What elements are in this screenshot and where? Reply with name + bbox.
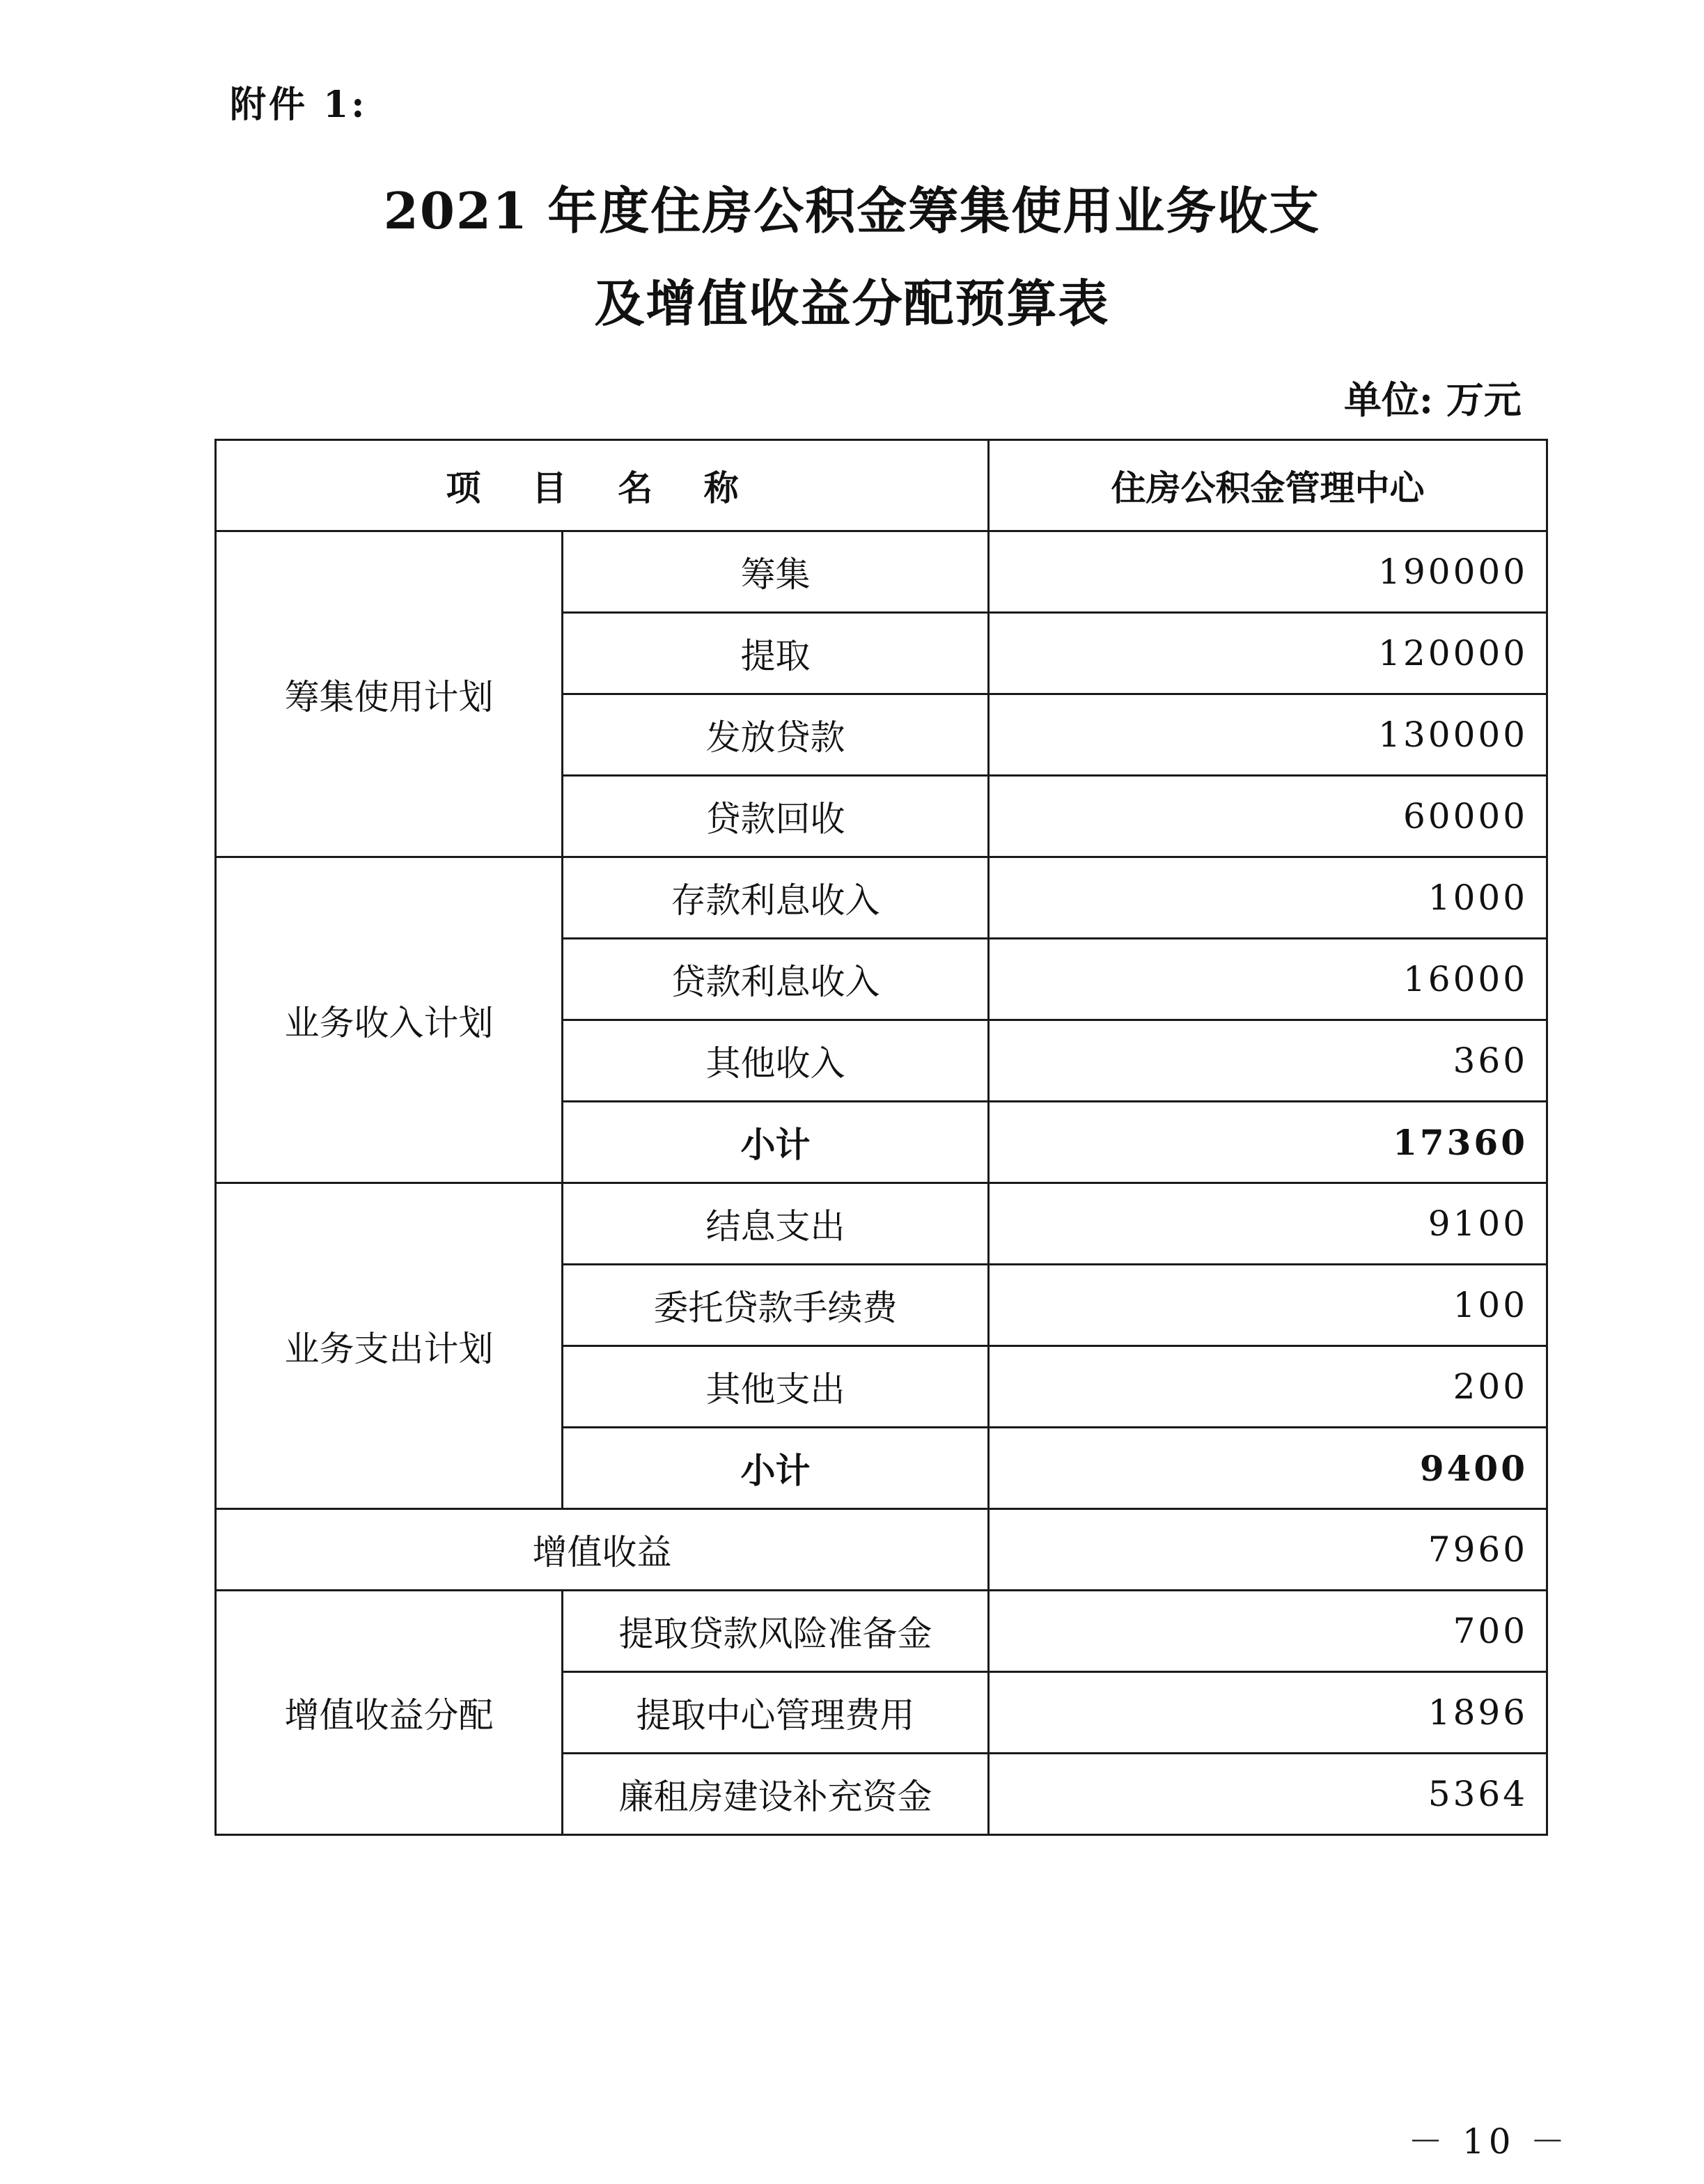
row-value: 360 — [989, 1020, 1547, 1102]
group-label-fund-plan: 筹集使用计划 — [216, 531, 563, 857]
budget-table — [214, 439, 1548, 1836]
row-value: 9100 — [989, 1183, 1547, 1265]
row-label: 结息支出 — [563, 1183, 989, 1265]
row-value: 5364 — [989, 1754, 1547, 1835]
document-title-line-1: 2021 年度住房公积金筹集使用业务收支 — [383, 181, 1321, 240]
table-row — [216, 531, 1547, 613]
row-label: 其他收入 — [563, 1020, 989, 1102]
row-value: 200 — [989, 1346, 1547, 1428]
value-added-value: 7960 — [989, 1509, 1547, 1591]
row-value: 700 — [989, 1591, 1547, 1672]
table-row — [216, 1183, 1547, 1265]
value-added-label: 增值收益 — [216, 1509, 989, 1591]
group-label-income-plan: 业务收入计划 — [216, 857, 563, 1183]
header-item-name: 项 目 名 称 — [216, 440, 989, 531]
table-row — [216, 857, 1547, 939]
row-label: 其他支出 — [563, 1346, 989, 1428]
subtotal-label: 小计 — [563, 1102, 989, 1183]
subtotal-value: 9400 — [989, 1428, 1547, 1509]
row-value: 1000 — [989, 857, 1547, 939]
unit-label: 单位: 万元 — [1344, 377, 1522, 422]
row-label: 廉租房建设补充资金 — [563, 1754, 989, 1835]
row-label: 存款利息收入 — [563, 857, 989, 939]
document-title-line-2: 及增值收益分配预算表 — [594, 274, 1110, 333]
table-header-row — [216, 440, 1547, 531]
row-value: 60000 — [989, 776, 1547, 857]
table-row-value-added — [216, 1509, 1547, 1591]
row-label: 贷款回收 — [563, 776, 989, 857]
row-value: 130000 — [989, 694, 1547, 776]
row-label: 贷款利息收入 — [563, 939, 989, 1020]
row-label: 发放贷款 — [563, 694, 989, 776]
group-label-expense-plan: 业务支出计划 — [216, 1183, 563, 1509]
row-label: 提取贷款风险准备金 — [563, 1591, 989, 1672]
row-label: 提取 — [563, 613, 989, 694]
group-label-distribution: 增值收益分配 — [216, 1591, 563, 1835]
row-label: 筹集 — [563, 531, 989, 613]
row-value: 120000 — [989, 613, 1547, 694]
row-value: 100 — [989, 1265, 1547, 1346]
subtotal-value: 17360 — [989, 1102, 1547, 1183]
page-number: － 10 － — [1408, 2121, 1570, 2162]
table-row — [216, 1591, 1547, 1672]
header-center-name: 住房公积金管理中心 — [989, 440, 1547, 531]
row-label: 委托贷款手续费 — [563, 1265, 989, 1346]
subtotal-label: 小计 — [563, 1428, 989, 1509]
row-value: 1896 — [989, 1672, 1547, 1754]
attachment-label: 附件 1: — [230, 84, 368, 126]
row-value: 190000 — [989, 531, 1547, 613]
row-value: 16000 — [989, 939, 1547, 1020]
row-label: 提取中心管理费用 — [563, 1672, 989, 1754]
